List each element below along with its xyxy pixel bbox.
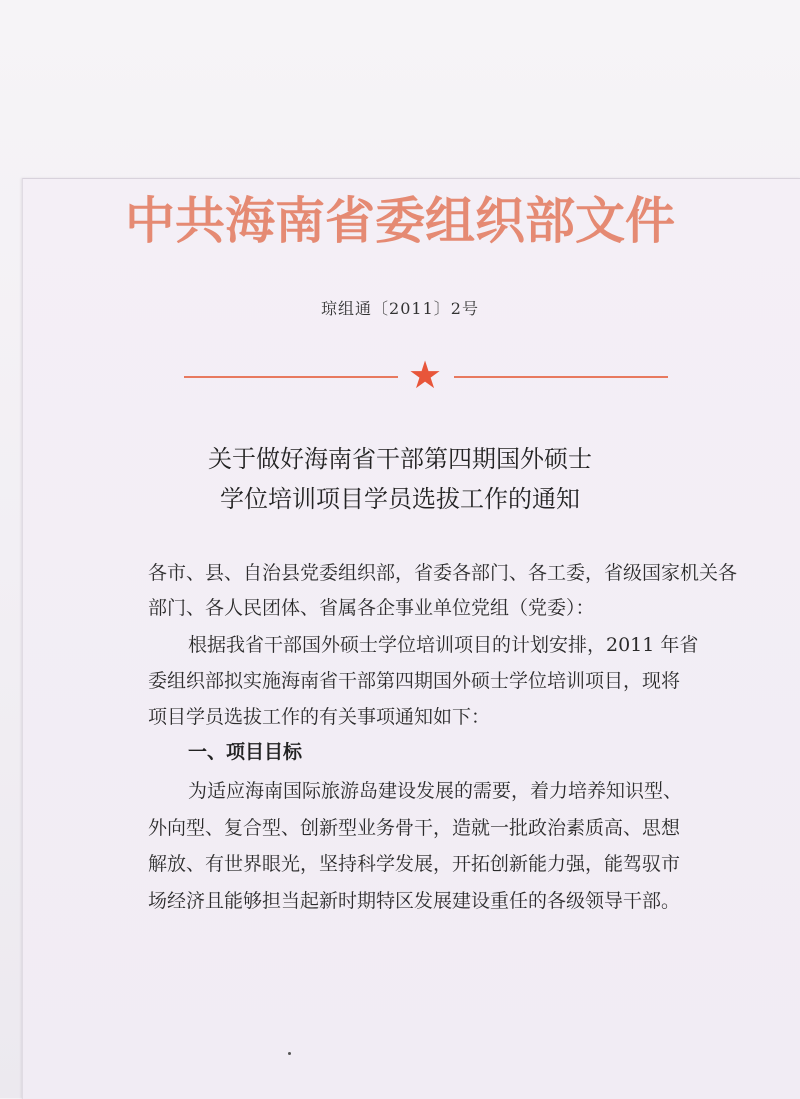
paragraph-line: 根据我省干部国外硕士学位培训项目的计划安排，2011 年省 bbox=[188, 634, 699, 656]
notice-title-line-2: 学位培训项目学员选拔工作的通知 bbox=[220, 485, 580, 513]
scan-speck bbox=[288, 1052, 291, 1055]
paragraph-line: 解放、有世界眼光，坚持科学发展，开拓创新能力强，能驾驭市 bbox=[148, 853, 681, 875]
addressee-line-1: 各市、县、自治县党委组织部，省委各部门、各工委，省级国家机关各 bbox=[148, 562, 738, 584]
paragraph-line: 委组织部拟实施海南省干部第四期国外硕士学位培训项目，现将 bbox=[148, 670, 681, 692]
red-divider-left bbox=[184, 376, 398, 378]
paragraph-line: 项目学员选拔工作的有关事项通知如下： bbox=[148, 706, 491, 728]
red-divider-right bbox=[454, 376, 668, 378]
notice-title-line-1: 关于做好海南省干部第四期国外硕士 bbox=[208, 445, 592, 473]
paragraph-line: 场经济且能够担当起新时期特区发展建设重任的各级领导干部。 bbox=[148, 890, 681, 912]
paragraph-line: 为适应海南国际旅游岛建设发展的需要，着力培养知识型、 bbox=[188, 780, 683, 802]
paragraph-line: 外向型、复合型、创新型业务骨干，造就一批政治素质高、思想 bbox=[148, 817, 681, 839]
addressee-line-2: 部门、各人民团体、省属各企事业单位党组（党委）： bbox=[148, 597, 595, 619]
star-icon: ★ bbox=[407, 353, 443, 397]
issuing-organization-title: 中共海南省委组织部文件 bbox=[125, 191, 675, 250]
section-heading: 一、项目目标 bbox=[188, 741, 303, 763]
document-number: 琼组通〔2011〕2号 bbox=[321, 299, 479, 318]
